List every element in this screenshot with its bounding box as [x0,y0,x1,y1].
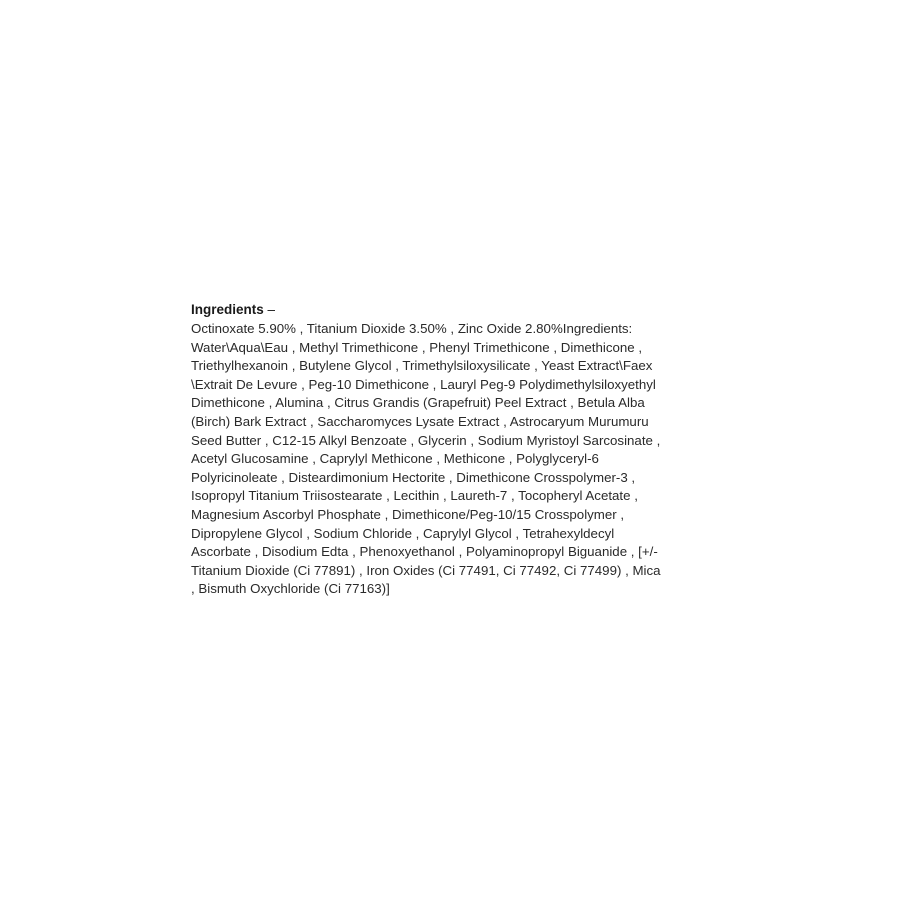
ingredients-line: Water\Aqua\Eau , Methyl Trimethicone , Phenyl Trimethicone , Dimethicone , [191,339,643,355]
ingredients-line: \Extrait De Levure , Peg-10 Dimethicone , Lauryl Peg-9 Polydimethylsiloxyethyl [191,376,656,392]
ingredients-line: Isopropyl Titanium Triisostearate , Lecithin , Laureth-7 , Tocopheryl Acetate , [191,488,638,504]
ingredients-line: Dipropylene Glycol , Sodium Chloride , Caprylyl Glycol , Tetrahexyldecyl [191,525,615,541]
ingredients-line: Titanium Dioxide (Ci 77891) , Iron Oxides (Ci 77491, Ci 77492, Ci 77499) , Mica [191,562,661,578]
ingredients-heading [191,301,751,319]
ingredients-line: , Bismuth Oxychloride (Ci 77163)] [191,581,390,597]
ingredients-line: Dimethicone , Alumina , Citrus Grandis (Grapefruit) Peel Extract , Betula Alba [191,395,645,411]
ingredients-heading-label: Ingredients [191,302,264,317]
ingredients-line: Polyricinoleate , Disteardimonium Hectorite , Dimethicone Crosspolymer-3 , [191,469,636,485]
ingredients-line: (Birch) Bark Extract , Saccharomyces Lysate Extract , Astrocaryum Murumuru [191,413,649,429]
ingredients-line: Octinoxate 5.90% , Titanium Dioxide 3.50% , Zinc Oxide 2.80%Ingredients: [191,321,633,336]
ingredients-line: Acetyl Glucosamine , Caprylyl Methicone , Methicone , Polyglyceryl-6 [191,451,599,467]
ingredients-line: Triethylhexanoin , Butylene Glycol , Trimethylsiloxysilicate , Yeast Extract\Faex [191,358,653,374]
ingredients-panel [191,301,751,599]
ingredients-heading-dash: – [263,302,276,317]
ingredients-line: Seed Butter , C12-15 Alkyl Benzoate , Glycerin , Sodium Myristoyl Sarcosinate , [191,432,661,448]
ingredients-line: Magnesium Ascorbyl Phosphate , Dimethicone/Peg-10/15 Crosspolymer , [191,506,625,522]
ingredients-line: Ascorbate , Disodium Edta , Phenoxyethanol , Polyaminopropyl Biguanide , [+/- [191,544,658,560]
ingredients-list [191,320,751,599]
